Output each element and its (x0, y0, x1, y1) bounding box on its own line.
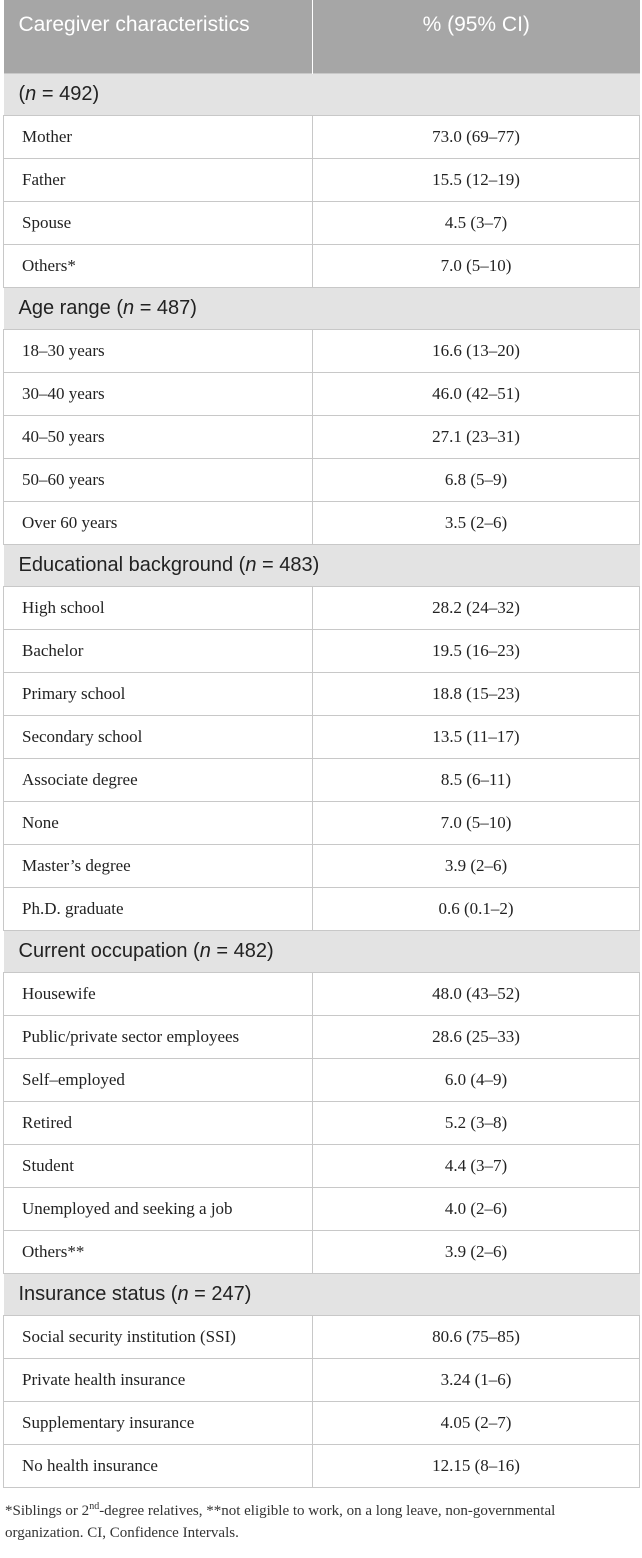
row-value: 6.0 (4–9) (313, 1059, 640, 1102)
row-label: Private health insurance (4, 1359, 313, 1402)
section-title (4, 74, 640, 116)
row-label: 30–40 years (4, 373, 313, 416)
section-title-suffix: = 483) (256, 554, 320, 576)
row-value: 6.8 (5–9) (313, 459, 640, 502)
row-label: Unemployed and seeking a job (4, 1188, 313, 1231)
table-row (4, 630, 640, 673)
table-row (4, 673, 640, 716)
table-row (4, 973, 640, 1016)
section-title (4, 288, 640, 330)
section-header-row (4, 545, 640, 587)
row-value: 4.5 (3–7) (313, 202, 640, 245)
row-value: 27.1 (23–31) (313, 416, 640, 459)
row-label: Father (4, 159, 313, 202)
section-title-prefix: Age range ( (18, 297, 124, 319)
row-value: 12.15 (8–16) (313, 1445, 640, 1488)
row-label: Supplementary insurance (4, 1402, 313, 1445)
table-body (4, 74, 640, 1488)
row-label: Others* (4, 245, 313, 288)
row-label: Bachelor (4, 630, 313, 673)
table-row (4, 373, 640, 416)
row-value: 4.0 (2–6) (313, 1188, 640, 1231)
section-title-suffix: = 482) (210, 940, 274, 962)
section-n-symbol: n (25, 83, 37, 105)
row-value: 80.6 (75–85) (313, 1316, 640, 1359)
row-value: 5.2 (3–8) (313, 1102, 640, 1145)
row-value: 3.5 (2–6) (313, 502, 640, 545)
table-row (4, 587, 640, 630)
table-row (4, 1102, 640, 1145)
row-label: Over 60 years (4, 502, 313, 545)
row-value: 4.05 (2–7) (313, 1402, 640, 1445)
section-header-row (4, 1274, 640, 1316)
row-label: Self–employed (4, 1059, 313, 1102)
table-row (4, 888, 640, 931)
row-label: Spouse (4, 202, 313, 245)
row-label: Primary school (4, 673, 313, 716)
section-n-symbol: n (199, 940, 211, 962)
section-title-prefix: Educational background ( (18, 554, 246, 576)
section-title (4, 545, 640, 587)
row-label: 40–50 years (4, 416, 313, 459)
table-row (4, 202, 640, 245)
section-title-suffix: = 492) (36, 83, 100, 105)
row-value: 13.5 (11–17) (313, 716, 640, 759)
row-label: Master’s degree (4, 845, 313, 888)
section-n-symbol: n (123, 297, 135, 319)
row-value: 46.0 (42–51) (313, 373, 640, 416)
section-n-symbol: n (177, 1283, 189, 1305)
row-value: 7.0 (5–10) (313, 245, 640, 288)
row-value: 16.6 (13–20) (313, 330, 640, 373)
table-row (4, 1188, 640, 1231)
row-label: None (4, 802, 313, 845)
row-label: Housewife (4, 973, 313, 1016)
row-value: 18.8 (15–23) (313, 673, 640, 716)
header-caregiver-characteristics: Caregiver characteristics (4, 0, 313, 74)
table-row (4, 1445, 640, 1488)
row-value: 3.9 (2–6) (313, 1231, 640, 1274)
row-value: 28.6 (25–33) (313, 1016, 640, 1059)
row-label: Mother (4, 116, 313, 159)
section-title-suffix: = 247) (188, 1283, 252, 1305)
table-row (4, 1359, 640, 1402)
section-header-row (4, 74, 640, 116)
row-label: Public/private sector employees (4, 1016, 313, 1059)
table-row (4, 716, 640, 759)
row-label: No health insurance (4, 1445, 313, 1488)
table-row (4, 802, 640, 845)
header-percent-ci: % (95% CI) (313, 0, 640, 74)
table-row (4, 459, 640, 502)
table-row (4, 330, 640, 373)
row-label: High school (4, 587, 313, 630)
section-title-prefix: Current occupation ( (18, 940, 200, 962)
row-label: Retired (4, 1102, 313, 1145)
row-value: 4.4 (3–7) (313, 1145, 640, 1188)
row-value: 19.5 (16–23) (313, 630, 640, 673)
table-row (4, 1402, 640, 1445)
section-title-prefix: ( (18, 83, 26, 105)
table-container (3, 0, 639, 1488)
table-row (4, 245, 640, 288)
table-row (4, 1316, 640, 1359)
table-footnote: *Siblings or 2nd-degree relatives, **not eligible to work, on a long leave, non-governmental organization. CI, Confidence Intervals. (5, 1501, 556, 1541)
table-row (4, 1016, 640, 1059)
row-value: 73.0 (69–77) (313, 116, 640, 159)
row-value: 7.0 (5–10) (313, 802, 640, 845)
table-row (4, 759, 640, 802)
row-value: 48.0 (43–52) (313, 973, 640, 1016)
row-value: 3.24 (1–6) (313, 1359, 640, 1402)
header-row (4, 0, 640, 74)
row-label: Student (4, 1145, 313, 1188)
section-header-row (4, 288, 640, 330)
section-n-symbol: n (245, 554, 257, 576)
table-row (4, 1145, 640, 1188)
row-label: Ph.D. graduate (4, 888, 313, 931)
row-label: 50–60 years (4, 459, 313, 502)
caregiver-table (3, 0, 640, 1488)
section-title-prefix: Insurance status ( (18, 1283, 178, 1305)
table-row (4, 1231, 640, 1274)
row-value: 28.2 (24–32) (313, 587, 640, 630)
section-title (4, 1274, 640, 1316)
row-label: Social security institution (SSI) (4, 1316, 313, 1359)
section-title-suffix: = 487) (134, 297, 197, 319)
table-row (4, 845, 640, 888)
section-title (4, 931, 640, 973)
row-label: 18–30 years (4, 330, 313, 373)
table-row (4, 116, 640, 159)
row-label: Associate degree (4, 759, 313, 802)
row-label: Secondary school (4, 716, 313, 759)
row-label: Others** (4, 1231, 313, 1274)
row-value: 15.5 (12–19) (313, 159, 640, 202)
table-row (4, 502, 640, 545)
table-row (4, 1059, 640, 1102)
section-header-row (4, 931, 640, 973)
table-row (4, 159, 640, 202)
row-value: 8.5 (6–11) (313, 759, 640, 802)
row-value: 0.6 (0.1–2) (313, 888, 640, 931)
table-row (4, 416, 640, 459)
row-value: 3.9 (2–6) (313, 845, 640, 888)
